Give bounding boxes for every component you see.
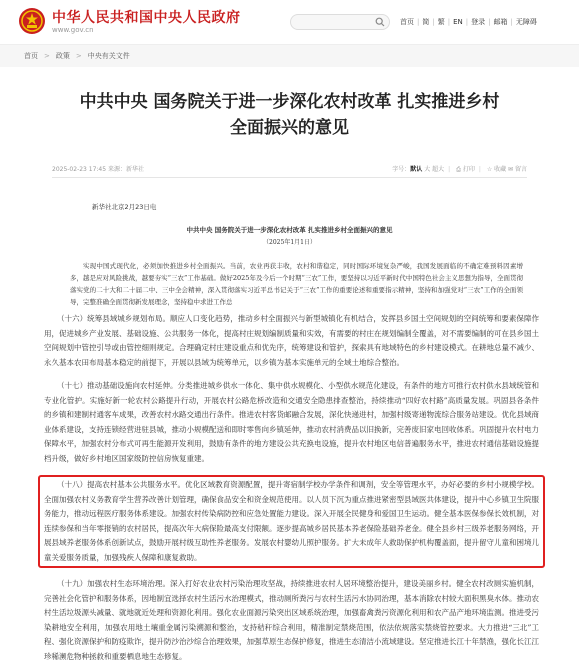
search-icon[interactable] [375,17,385,27]
page-title [0,89,579,141]
article-meta [52,159,527,177]
divider: | [510,18,513,26]
link-login[interactable]: 登录 [471,18,486,26]
retain-button[interactable]: ✉ 留言 [508,166,527,173]
top-links [400,17,537,27]
site-title[interactable]: 中华人民共和国中央人民政府 [52,10,241,26]
font-size-label: 字号： [392,166,411,173]
highlighted-section [38,475,545,568]
publish-info: 2025-02-23 17:45 来源：新华社 [52,166,144,173]
article-sections [44,312,539,664]
favorite-button[interactable]: ☆ 收藏 [486,166,507,173]
font-size-xlarge[interactable]: 超大 [432,166,445,173]
section-16-paragraph: （十六）统筹县域城乡规划布局。顺应人口变化趋势，推动乡村全面振兴与新型城镇化有机结合，发挥县乡国土空间规划的空间统筹和要素保障作用，促进城乡产业发展、基础设施、公共服务一体化，提高村庄规划编制质量和实效，有需要的村庄在规划编制全覆盖，对不需要编制的可在县乡国土空间规划中管控引导或由管控细则规定。合理确定村庄建设重点和优先序，统筹建设和管护，探索具有地域特色的乡村建设模式。在耕地总量不减少、永久基本农田布局基本稳定的前提下，开展以县域为统筹单元，以乡镇为基本实施单元的全域土地综合整治。 [44,314,539,367]
chevron-right-icon: > [75,52,82,60]
link-english[interactable]: EN [453,18,463,26]
site-header [0,0,579,45]
breadcrumb-policy[interactable]: 政策 [55,52,70,60]
font-size-default[interactable]: 默认 [410,166,423,173]
article-tools [392,164,527,174]
divider: | [447,18,451,26]
divider: | [448,166,451,173]
dateline: 新华社北京2月23日电 [92,203,157,211]
link-accessibility[interactable]: 无障碍 [515,18,537,26]
search-input[interactable] [290,14,390,30]
link-mail[interactable]: 邮箱 [493,18,508,26]
document-title: 中共中央 国务院关于进一步深化农村改革 扎实推进乡村全面振兴的意见 [186,226,393,234]
site-url[interactable]: www.gov.cn [52,26,94,34]
retain-label: 留言 [514,166,527,173]
article-body [70,260,523,308]
divider: | [478,166,481,173]
section-18-paragraph: （十八）提高农村基本公共服务水平。优化区域教育资源配置，提升寄宿制学校办学条件和调剂，安全等管理水平，办好必要的乡村小规模学校。全面加强农村义务教育学生营养改善计划管理，确保食品安全和资金规范使用。以人员下沉为重点推进紧密型县域医共体建设，提升中心乡镇卫生院服务能力，推动远程医疗服务体系建设。加强农村传染病防控和应急处置能力建设。深入开展全民健身和爱国卫生运动。健全基本医保参保长效机制，对连续参保和当年零报销的农村居民，提高次年大病保险最高支付限额。逐步提高城乡居民基本养老保险基础养老金。健全县乡村三级养老服务网络，开展县域养老服务体系创新试点，鼓励开展村级互助性养老服务。发展农村婴幼儿照护服务。扩大未成年人救助保护机构覆盖面，提升留守儿童和困境儿童关爱服务质量，加强残疾人保障和康复救助。 [44,480,539,562]
divider [52,177,527,178]
breadcrumb-home[interactable]: 首页 [24,52,38,60]
link-simplified[interactable]: 简 [422,18,430,26]
divider: | [432,18,435,26]
section-19-paragraph: （十九）加强农村生态环境治理。深入打好农业农村污染治理攻坚战，持续推进农村人居环境整治提升，建设美丽乡村。健全农村改厕实施机制，完善社会化管护和服务体系，因地制宜选择农村生活污水治理模式，推动厕所粪污与农村生活污水协同治理，基本消除农村较大面积黑臭水体。推动农村生活垃圾源头减量、就地就近处理和资源化利用。强化农业面源污染突出区域系统治理，加强畜禽粪污资源化利用和农产品产地环境监测。推进受污染耕地安全利用，加强农用地土壤重金属污染溯源和整治，支持秸秆综合利用，精准制定禁烧范围，依法依规落实禁烧管控要求。大力推进“三北”工程、强化资源保护和防疫欺诈，提升防沙治沙综合治理效果，加强草原生态保护修复，推进生态清洁小流域建设。坚定推进长江十年禁渔，强化长江江珍稀濒危物种拯救和重要栖息地生态修复。 [44,579,539,661]
divider: | [417,18,420,26]
intro-paragraph: 实现中国式现代化，必须加快推进乡村全面振兴。当前，农业再获丰收，农村和谐稳定，同时国际环境复杂严峻，我国发展面临的不确定难预料因素增多，越是应对风险挑战，越要夯实“三农”工作基础。做好2025年及今后一个时期“三农”工作，要坚持以习近平新时代中国特色社会主义思想为指导，全面贯彻落实党的二十大和二十届二中、三中全会精神，深入贯彻落实习近平总书记关于“三农”工作的重要论述和重要指示精神，坚持和加强党对“三农”工作的全面领导，完整准确全面贯彻新发展理念，坚持稳中求进工作总 [70,262,523,306]
page-title-line1: 中共中央 国务院关于进一步深化农村改革 扎实推进乡村 [79,92,500,112]
favorite-label: 收藏 [494,166,507,173]
link-traditional[interactable]: 繁 [437,18,445,26]
divider: | [488,18,491,26]
print-label: 打印 [462,166,475,173]
breadcrumb [0,45,579,67]
breadcrumb-central-docs[interactable]: 中央有关文件 [87,52,130,60]
section-17-paragraph: （十七）推动基础设施向农村延伸。分类推进城乡供水一体化、集中供水规模化、小型供水规范化建设，有条件的地方可推行农村供水县域统管和专业化管护。实施好新一轮农村公路提升行动，开展农村公路危桥改造和交通安全隐患排查整治，持续推动“四好农村路”高质量发展。巩固县各条件的乡镇和建制村通客车成果，改善农村水路交通出行条件。推进农村客货邮融合发展，深化快递进村，加强村级寄递物流综合服务站建设。优化县域商业体系建设，支持连锁经营进驻县城，推动小规模配送和即时零售向乡镇延伸，推动农村消费品以旧换新，完善废旧家电回收体系。巩固提升农村电力保障水平，加强农村分布式可再生能源开发利用，鼓励有条件的地方建设公共充换电设施，提升农村地区电信普遍服务水平，推进农村通信基础设施提档升级，做好乡村地区国家级防控信房恢复重建。 [44,381,539,463]
document-date: （2025年1月1日） [263,239,316,246]
print-button[interactable]: ⎙ 打印 [456,166,475,173]
page-title-line2: 全面振兴的意见 [230,118,349,138]
font-size-large[interactable]: 大 [424,166,431,173]
national-emblem-icon[interactable] [18,7,46,35]
link-home[interactable]: 首页 [400,18,414,26]
divider: | [465,18,469,26]
chevron-right-icon: > [44,52,50,60]
